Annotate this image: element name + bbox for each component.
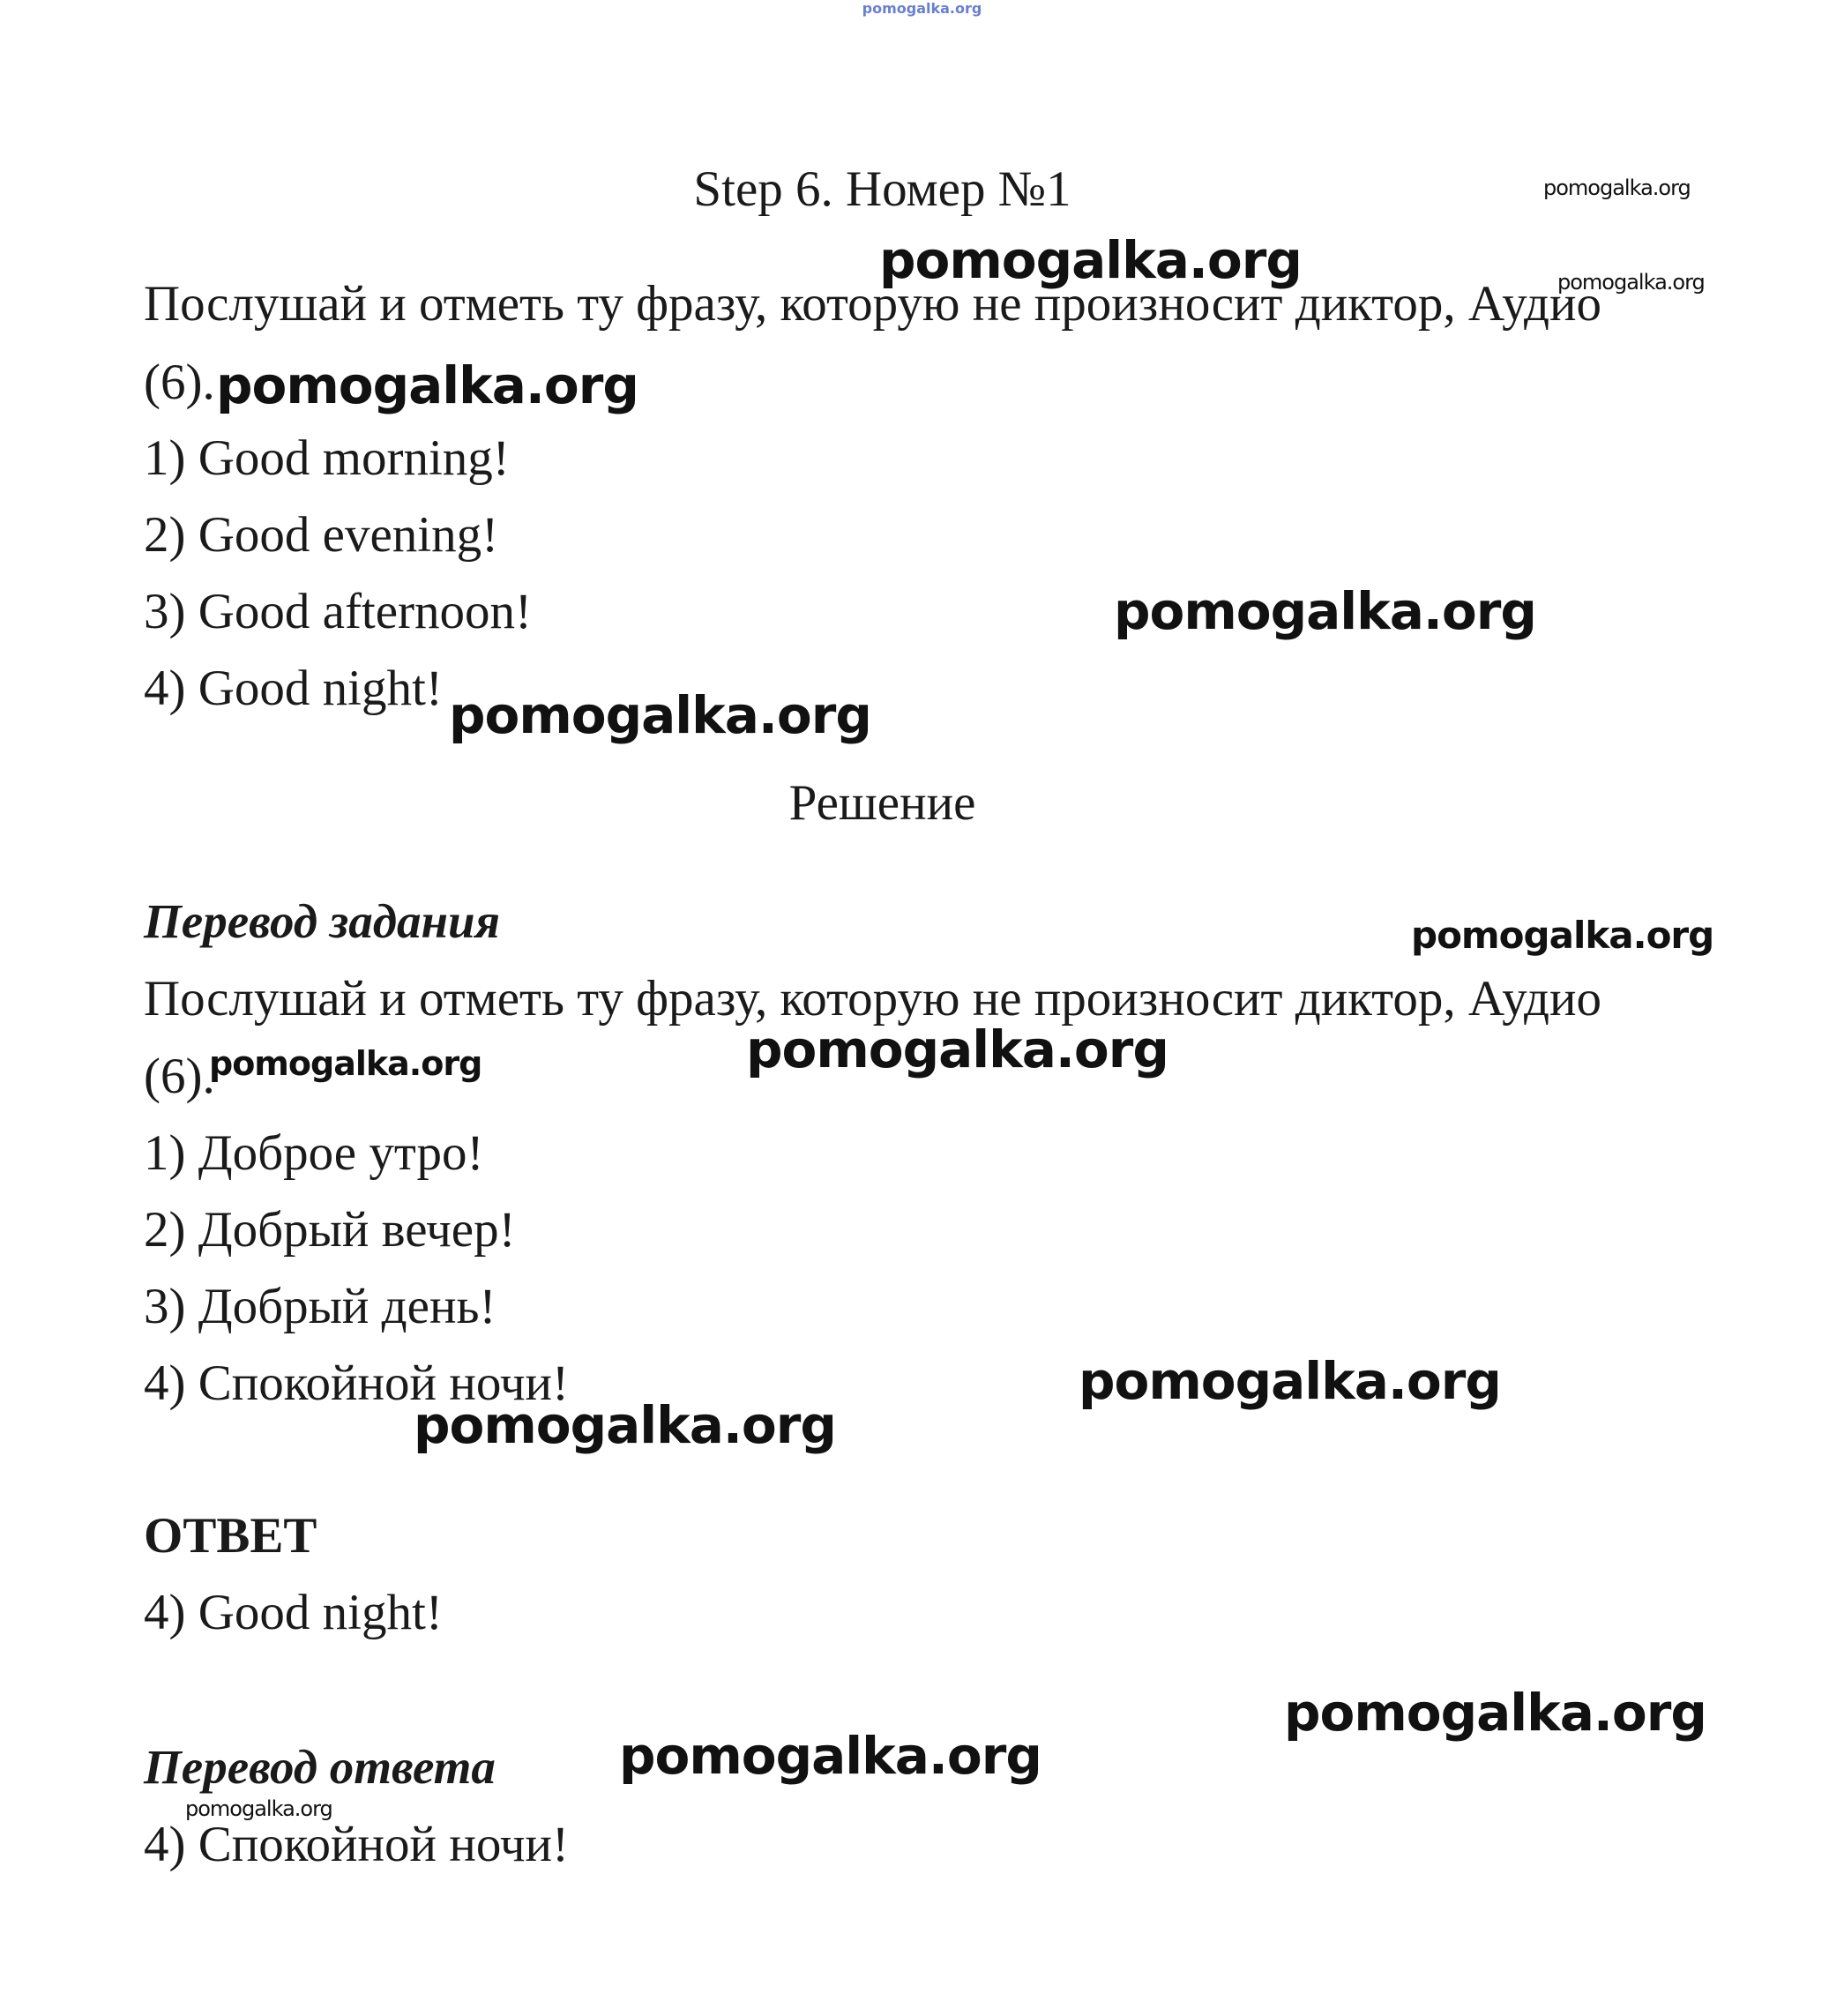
watermark: pomogalka.org [1543,175,1691,200]
watermark: pomogalka.org [414,1395,836,1455]
answer-translation-heading: Перевод ответа [144,1740,496,1794]
answer-text: 4) Good night! [144,1585,443,1640]
watermark: pomogalka.org [216,355,638,415]
translation-text-line-2: (6). [144,1049,215,1104]
translation-heading: Перевод задания [144,894,500,948]
watermark: pomogalka.org [209,1044,482,1083]
top-watermark: pomogalka.org [862,0,982,17]
watermark: pomogalka.org [879,230,1302,290]
translation-text-line-1: Послушай и отметь ту фразу, которую не произносит диктор, Аудио [144,971,1602,1027]
task-option-3: 3) Good afternoon! [144,584,533,639]
task-option-1: 1) Good morning! [144,430,510,486]
solution-heading: Решение [788,775,976,831]
translation-option-4: 4) Спокойной ночи! [144,1355,569,1411]
answer-translation-text: 4) Спокойной ночи! [144,1817,569,1872]
page-title: Step 6. Номер №1 [693,161,1071,217]
task-option-4: 4) Good night! [144,661,443,716]
watermark: pomogalka.org [1079,1351,1501,1411]
translation-option-3: 3) Добрый день! [144,1279,496,1334]
task-text-line-2: (6). [144,355,215,410]
translation-option-1: 1) Доброе утро! [144,1125,484,1181]
task-option-2: 2) Good evening! [144,507,499,563]
watermark: pomogalka.org [746,1019,1168,1079]
watermark: pomogalka.org [1557,270,1705,295]
task-text-line-1: Послушай и отметь ту фразу, которую не произносит диктор, Аудио [144,276,1602,332]
watermark: pomogalka.org [619,1726,1041,1786]
answer-heading: ОТВЕТ [144,1508,317,1564]
translation-option-2: 2) Добрый вечер! [144,1202,516,1258]
watermark: pomogalka.org [185,1796,332,1821]
watermark: pomogalka.org [1411,914,1714,957]
watermark: pomogalka.org [1284,1683,1706,1743]
watermark: pomogalka.org [449,685,871,745]
watermark: pomogalka.org [1114,581,1536,641]
